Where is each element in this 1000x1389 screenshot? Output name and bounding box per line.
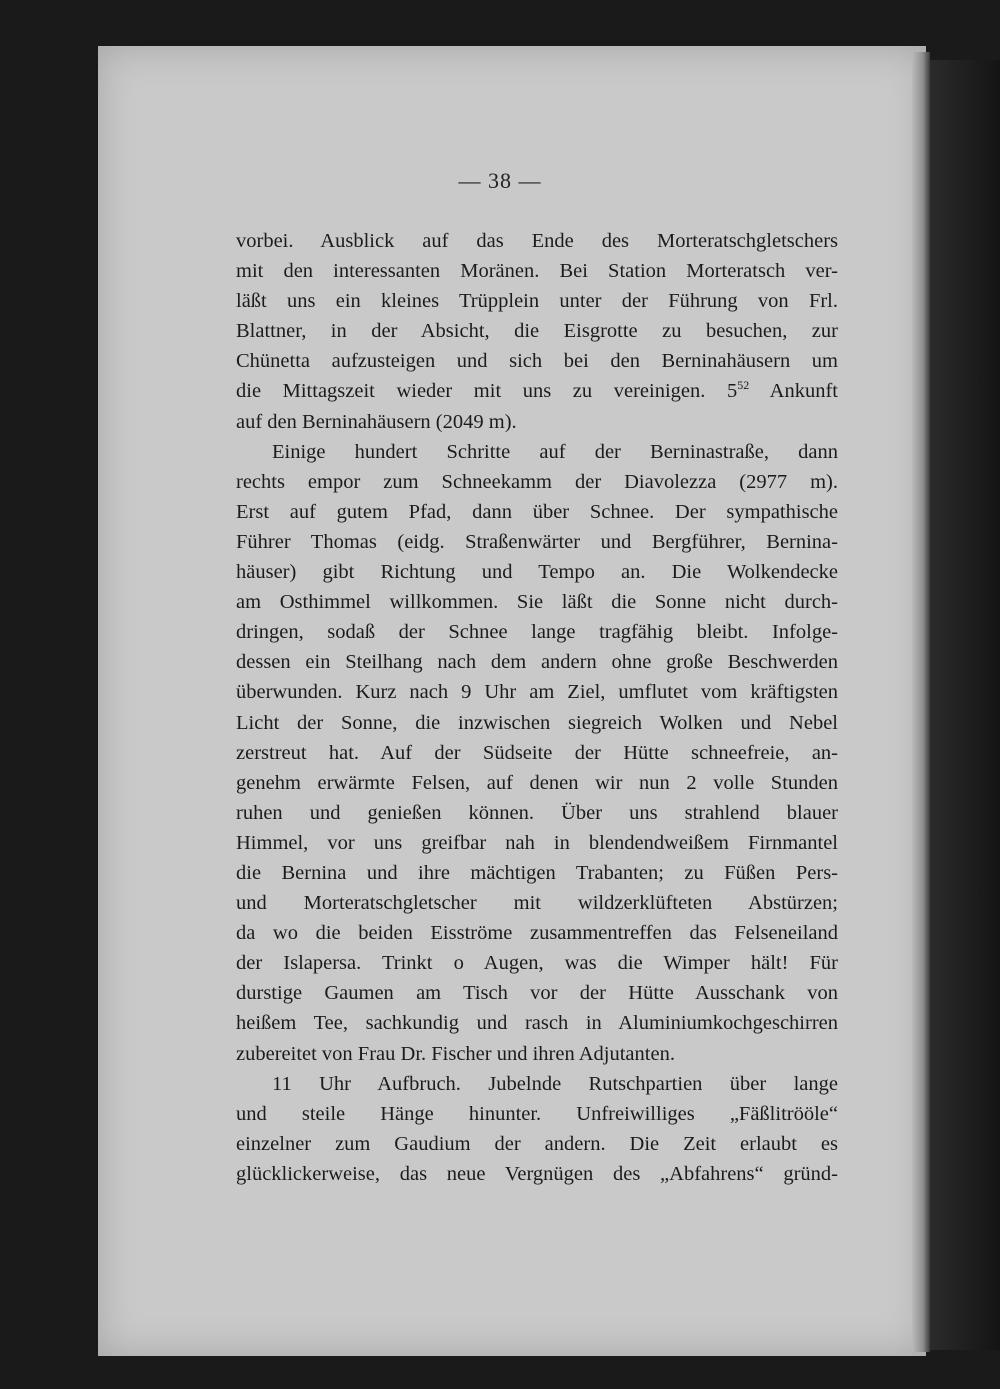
text-line: Licht der Sonne, die inzwischen siegreich Wolken und Nebel — [236, 711, 838, 734]
text-line: heißem Tee, sachkundig und rasch in Aluminiumkochgeschirren — [236, 1012, 838, 1035]
text-line: Himmel, vor uns greifbar nah in blendendweißem Firnmantel — [236, 831, 838, 854]
text-line: 11 Uhr Aufbruch. Jubelnde Rutschpartien über lange — [272, 1072, 838, 1095]
text-line: vorbei. Ausblick auf das Ende des Morteratschgletschers — [236, 230, 838, 252]
page-edge — [912, 52, 930, 1352]
text-line: Erst auf gutem Pfad, dann über Schnee. Der sympathische — [236, 500, 838, 523]
paragraph — [236, 1069, 838, 1189]
body-text — [236, 226, 838, 1189]
text-line: häuser) gibt Richtung und Tempo an. Die Wolkendecke — [236, 561, 838, 584]
text-line: glücklickerweise, das neue Vergnügen des „Abfahrens“ gründ- — [236, 1162, 838, 1185]
text-line: auf den Berninahäusern (2049 m). — [236, 410, 517, 433]
text-line: ruhen und genießen können. Über uns strahlend blauer — [236, 801, 838, 824]
text-line: rechts empor zum Schneekamm der Diavolezza (2977 m). — [236, 470, 838, 493]
text-line: Einige hundert Schritte auf der Berninastraße, dann — [272, 440, 838, 463]
text-line: die Bernina und ihre mächtigen Trabanten; zu Füßen Pers- — [236, 861, 838, 884]
text-line: und Morteratschgletscher mit wildzerklüfteten Abstürzen; — [236, 892, 838, 915]
text-line: da wo die beiden Eisströme zusammentreffen das Felseneiland — [236, 922, 838, 945]
text-line: Führer Thomas (eidg. Straßenwärter und Bergführer, Bernina- — [236, 530, 838, 553]
text-line: durstige Gaumen am Tisch vor der Hütte Ausschank von — [236, 982, 838, 1005]
text-line: überwunden. Kurz nach 9 Uhr am Ziel, umflutet vom kräftigsten — [236, 681, 838, 704]
text-line: dessen ein Steilhang nach dem andern ohne große Beschwerden — [236, 651, 838, 674]
paragraph — [236, 437, 838, 1069]
paragraph — [236, 226, 838, 437]
binding-shadow — [930, 60, 1000, 1350]
text-line: am Osthimmel willkommen. Sie läßt die Sonne nicht durch- — [236, 591, 838, 614]
text-line: genehm erwärmte Felsen, auf denen wir nun 2 volle Stunden — [236, 771, 838, 794]
text-line: dringen, sodaß der Schnee lange tragfähig bleibt. Infolge- — [236, 621, 838, 644]
page-number: — 38 — — [458, 168, 542, 193]
text-line: läßt uns ein kleines Trüpplein unter der Führung von Frl. — [236, 290, 838, 313]
text-line: Blattner, in der Absicht, die Eisgrotte zu besuchen, zur — [236, 320, 838, 343]
text-line: zerstreut hat. Auf der Südseite der Hütte schneefreie, an- — [236, 741, 838, 764]
text-line: Chünetta aufzusteigen und sich bei den Berninahäusern um — [236, 350, 838, 373]
text-line: und steile Hänge hinunter. Unfreiwilliges „Fäßlitrööle“ — [236, 1102, 838, 1125]
text-line: die Mittagszeit wieder mit uns zu vereinigen. $5^{52}$ Ankunft — [236, 378, 838, 403]
text-line: der Islapersa. Trinkt o Augen, was die Wimper hält! Für — [236, 952, 838, 975]
text-line: zubereitet von Frau Dr. Fischer und ihren Adjutanten. — [236, 1042, 675, 1065]
text-line: mit den interessanten Moränen. Bei Station Morteratsch ver- — [236, 260, 838, 283]
text-line: einzelner zum Gaudium der andern. Die Zeit erlaubt es — [236, 1132, 838, 1155]
